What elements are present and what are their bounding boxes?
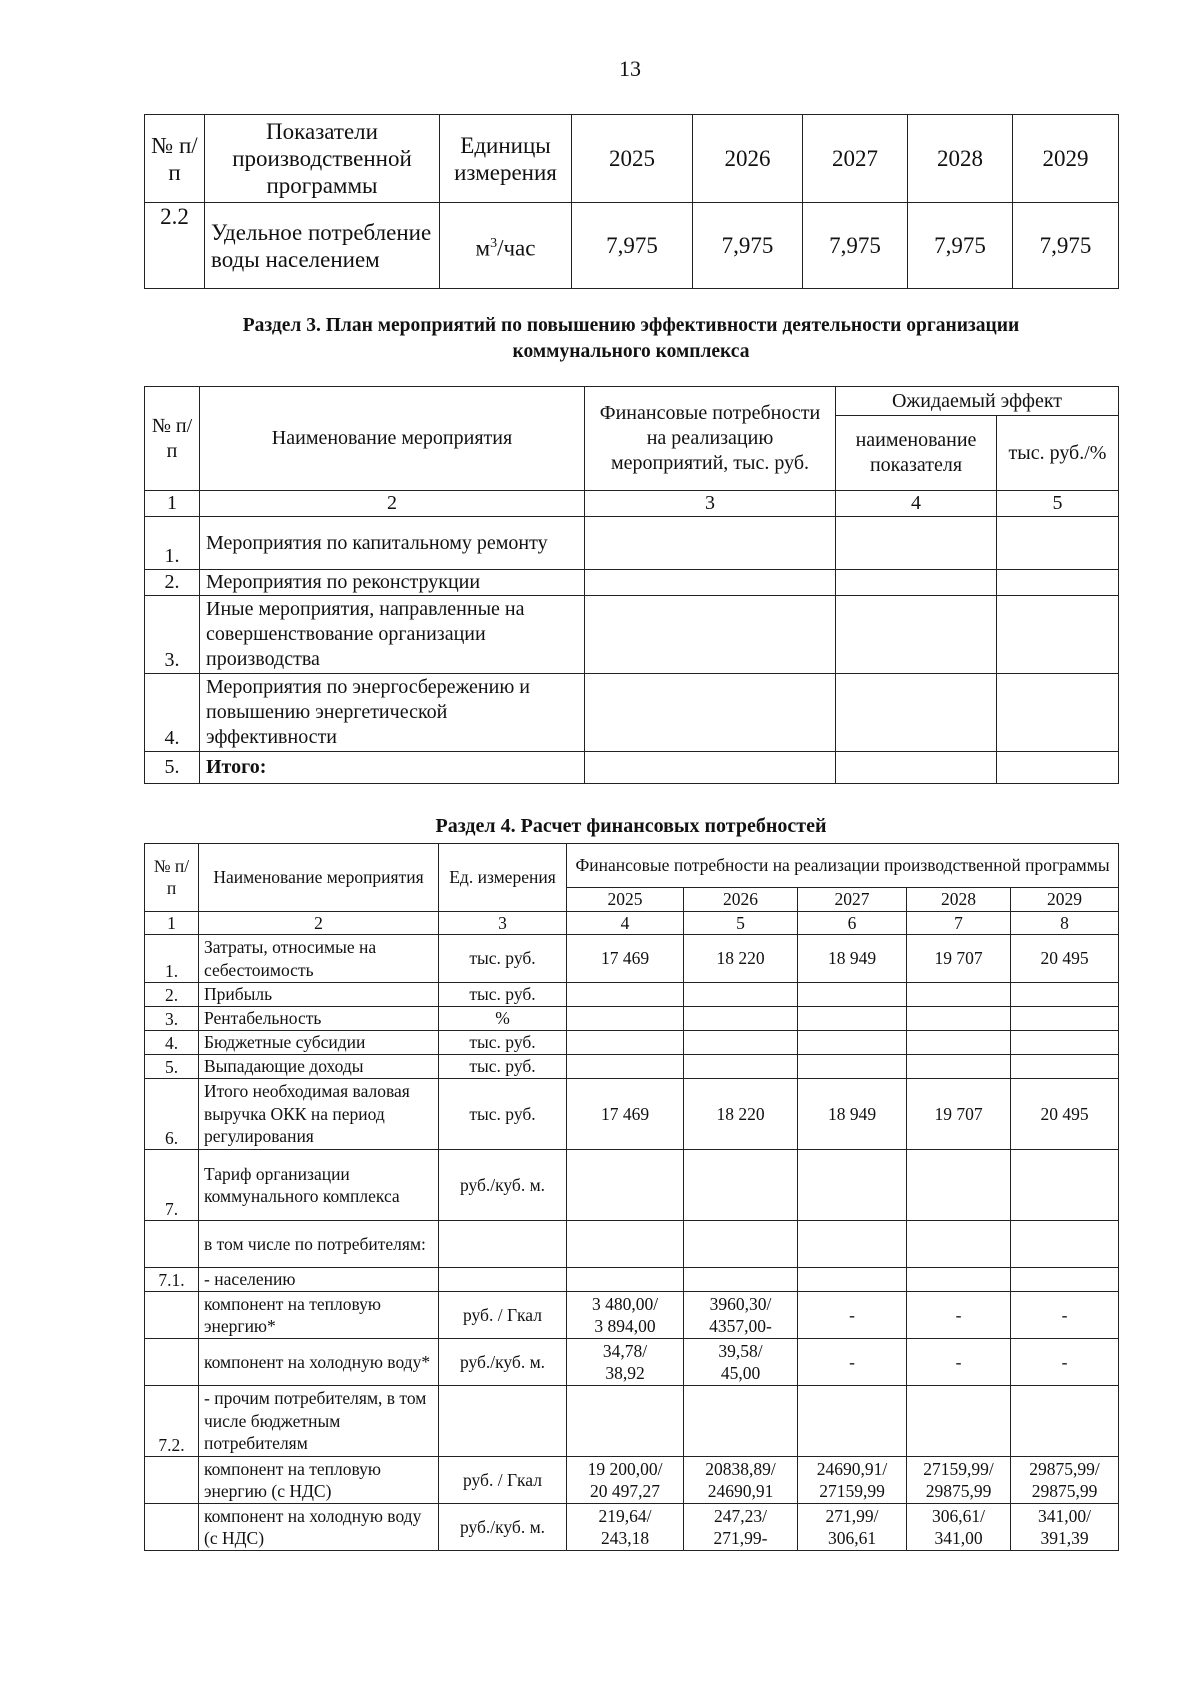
t3-row-value (684, 1150, 798, 1221)
t3-row-num: 7.1. (145, 1268, 199, 1292)
t2-header-finance: Финансовые потребности на реализацию мероприятий, тыс. руб. (585, 387, 836, 491)
t3-row-value: 3960,30/ 4357,00- (684, 1292, 798, 1339)
t3-row-value (907, 1031, 1011, 1055)
t3-col-number: 6 (798, 911, 907, 935)
t2-row-name: Мероприятия по капитальному ремонту (200, 517, 585, 570)
t2-row-cell (585, 596, 836, 674)
t1-row-num: 2.2 (145, 203, 205, 289)
t3-row-name: компонент на тепловую энергию* (199, 1292, 439, 1339)
t3-row-unit: руб./куб. м. (439, 1150, 567, 1221)
t2-row-cell (585, 674, 836, 752)
t3-row-value (798, 983, 907, 1007)
t2-header-num: № п/п (145, 387, 200, 491)
t3-row-value (907, 1150, 1011, 1221)
t3-row-value (798, 1268, 907, 1292)
table-row (145, 1292, 1119, 1339)
t3-header-num: № п/п (145, 844, 199, 912)
t3-row-num: 3. (145, 1007, 199, 1031)
t3-row-value: 17 469 (567, 1079, 684, 1150)
t2-col-number: 2 (200, 491, 585, 517)
table-row (145, 1150, 1119, 1221)
t3-row-unit (439, 1268, 567, 1292)
t3-row-name: компонент на холодную воду* (199, 1339, 439, 1386)
t3-row-num: 4. (145, 1031, 199, 1055)
t2-col-number: 1 (145, 491, 200, 517)
t1-header-year: 2025 (572, 115, 693, 203)
t3-row-value: - (907, 1339, 1011, 1386)
t3-row-unit: руб. / Гкал (439, 1292, 567, 1339)
t3-row-unit: руб./куб. м. (439, 1339, 567, 1386)
t3-col-number: 8 (1011, 911, 1119, 935)
t1-header-year: 2027 (803, 115, 908, 203)
t3-row-name: компонент на холодную воду (с НДС) (199, 1504, 439, 1551)
t3-row-value: 271,99/ 306,61 (798, 1504, 907, 1551)
t3-row-unit (439, 1386, 567, 1457)
t3-row-value (684, 983, 798, 1007)
t3-row-value (567, 1150, 684, 1221)
measures-plan-table (144, 386, 1119, 784)
t3-row-value (1011, 1007, 1119, 1031)
t3-row-value: 3 480,00/ 3 894,00 (567, 1292, 684, 1339)
t3-row-value: 219,64/ 243,18 (567, 1504, 684, 1551)
t3-header-year: 2026 (684, 888, 798, 912)
t3-row-num: 7.2. (145, 1386, 199, 1457)
t3-row-num: 1. (145, 935, 199, 983)
table-row (145, 1007, 1119, 1031)
t3-row-value: 18 220 (684, 935, 798, 983)
t1-header-year: 2029 (1013, 115, 1119, 203)
table-row (145, 1055, 1119, 1079)
t3-row-value (684, 1386, 798, 1457)
t2-row-cell (836, 517, 997, 570)
t3-row-value: - (798, 1292, 907, 1339)
t3-row-value: 18 220 (684, 1079, 798, 1150)
t3-row-value: 341,00/ 391,39 (1011, 1504, 1119, 1551)
t3-row-unit: тыс. руб. (439, 935, 567, 983)
t3-row-num: 6. (145, 1079, 199, 1150)
t2-row-num: 4. (145, 674, 200, 752)
t3-row-value: - (907, 1292, 1011, 1339)
t3-row-unit: руб./куб. м. (439, 1504, 567, 1551)
table-row (145, 517, 1119, 570)
table-row (145, 203, 1119, 289)
t3-row-value (567, 1055, 684, 1079)
t3-row-num (145, 1504, 199, 1551)
t3-row-value (907, 1268, 1011, 1292)
t3-row-value (798, 1007, 907, 1031)
t3-row-value: - (1011, 1292, 1119, 1339)
production-program-table (144, 114, 1119, 289)
t1-row-value: 7,975 (803, 203, 908, 289)
t1-header-indicator: Показатели производственной программы (205, 115, 440, 203)
t3-col-number: 1 (145, 911, 199, 935)
t3-row-value (907, 1055, 1011, 1079)
t3-row-value: 247,23/ 271,99- (684, 1504, 798, 1551)
t3-row-value (798, 1055, 907, 1079)
t3-row-num (145, 1292, 199, 1339)
t1-row-value: 7,975 (1013, 203, 1119, 289)
t3-row-num: 5. (145, 1055, 199, 1079)
table-row (145, 570, 1119, 596)
table-row (145, 983, 1119, 1007)
t3-row-value: 20 495 (1011, 935, 1119, 983)
t2-header-effect-name: наименование показателя (836, 416, 997, 491)
t3-row-value (567, 1386, 684, 1457)
table-row (145, 1221, 1119, 1268)
t2-row-num: 3. (145, 596, 200, 674)
t2-row-cell (585, 570, 836, 596)
t3-row-name: Рентабельность (199, 1007, 439, 1031)
t1-row-value: 7,975 (572, 203, 693, 289)
t2-row-cell (585, 752, 836, 784)
t3-row-value: 20838,89/ 24690,91 (684, 1457, 798, 1504)
t3-row-name: Выпадающие доходы (199, 1055, 439, 1079)
table-row (145, 1268, 1119, 1292)
table-row (145, 1386, 1119, 1457)
t3-row-value (684, 1031, 798, 1055)
t3-row-value (684, 1055, 798, 1079)
t3-row-value (798, 1031, 907, 1055)
t2-row-name: Мероприятия по энергосбережению и повышению энергетической эффективности (200, 674, 585, 752)
t3-header-year: 2025 (567, 888, 684, 912)
t3-row-value (567, 983, 684, 1007)
t3-row-value (907, 983, 1011, 1007)
t3-row-value (798, 1150, 907, 1221)
t1-row-value: 7,975 (908, 203, 1013, 289)
t1-row-unit: $м^3$/час (440, 203, 572, 289)
t3-row-value: 29875,99/ 29875,99 (1011, 1457, 1119, 1504)
t2-row-cell (585, 517, 836, 570)
t2-col-number: 3 (585, 491, 836, 517)
t2-row-cell (836, 596, 997, 674)
t3-row-num (145, 1339, 199, 1386)
t3-col-number: 2 (199, 911, 439, 935)
t2-col-number: 5 (997, 491, 1119, 517)
t3-row-value (567, 1031, 684, 1055)
t3-row-unit: руб. / Гкал (439, 1457, 567, 1504)
t3-header-finance: Финансовые потребности на реализации производственной программы (567, 844, 1119, 888)
t2-col-number: 4 (836, 491, 997, 517)
t2-row-cell (997, 570, 1119, 596)
t1-row-value: 7,975 (693, 203, 803, 289)
t3-row-value: - (1011, 1339, 1119, 1386)
t3-row-name: Прибыль (199, 983, 439, 1007)
t2-header-name: Наименование мероприятия (200, 387, 585, 491)
t3-row-value (1011, 1031, 1119, 1055)
t3-row-name: в том числе по потребителям: (199, 1221, 439, 1268)
t3-row-num: 2. (145, 983, 199, 1007)
t3-row-value (1011, 1221, 1119, 1268)
t3-row-unit: тыс. руб. (439, 983, 567, 1007)
t2-row-cell (997, 752, 1119, 784)
section3-title: Раздел 3. План мероприятий по повышению эффективности деятельности организации коммунального комплекса (242, 315, 1020, 362)
t3-row-num (145, 1221, 199, 1268)
t1-header-year: 2028 (908, 115, 1013, 203)
table-row (145, 596, 1119, 674)
t3-row-value (1011, 1055, 1119, 1079)
t3-row-name: Тариф организации коммунального комплекса (199, 1150, 439, 1221)
t3-col-number: 7 (907, 911, 1011, 935)
t3-row-value: 18 949 (798, 935, 907, 983)
t3-row-value: 24690,91/ 27159,99 (798, 1457, 907, 1504)
t3-row-value (684, 1268, 798, 1292)
t1-row-name: Удельное потребление воды населением (205, 203, 440, 289)
t2-row-name: Иные мероприятия, направленные на совершенствование организации производства (200, 596, 585, 674)
t3-header-unit: Ед. измерения (439, 844, 567, 912)
t3-row-value (684, 1007, 798, 1031)
t3-col-number: 4 (567, 911, 684, 935)
t3-row-value (907, 1007, 1011, 1031)
t3-row-value (1011, 1386, 1119, 1457)
t3-row-name: Итого необходимая валовая выручка ОКК на период регулирования (199, 1079, 439, 1150)
section4-title: Раздел 4. Расчет финансовых потребностей (435, 815, 827, 837)
t3-row-value: 19 707 (907, 1079, 1011, 1150)
t3-row-value: 19 707 (907, 935, 1011, 983)
table-row (145, 1339, 1119, 1386)
t2-row-cell (836, 570, 997, 596)
t3-row-value: 20 495 (1011, 1079, 1119, 1150)
t3-row-unit (439, 1221, 567, 1268)
table-row (145, 752, 1119, 784)
t2-header-effect: Ожидаемый эффект (836, 387, 1119, 416)
t3-row-value (798, 1221, 907, 1268)
t2-row-cell (836, 674, 997, 752)
t2-row-num: 1. (145, 517, 200, 570)
t3-row-value: 27159,99/ 29875,99 (907, 1457, 1011, 1504)
t3-row-value (1011, 1150, 1119, 1221)
t2-row-cell (836, 752, 997, 784)
t3-row-value (1011, 1268, 1119, 1292)
t3-row-value (907, 1386, 1011, 1457)
t3-col-number: 5 (684, 911, 798, 935)
table-row (145, 1079, 1119, 1150)
t3-header-year: 2029 (1011, 888, 1119, 912)
t3-header-name: Наименование мероприятия (199, 844, 439, 912)
t3-header-year: 2028 (907, 888, 1011, 912)
t3-row-name: - населению (199, 1268, 439, 1292)
t3-row-unit: тыс. руб. (439, 1031, 567, 1055)
t3-row-value: 17 469 (567, 935, 684, 983)
table-row (145, 674, 1119, 752)
financial-needs-table (144, 843, 1119, 1551)
t3-row-value: 39,58/ 45,00 (684, 1339, 798, 1386)
t3-row-num: 7. (145, 1150, 199, 1221)
t3-row-value (798, 1386, 907, 1457)
t3-row-num (145, 1457, 199, 1504)
t3-row-value: - (798, 1339, 907, 1386)
t2-header-effect-value: тыс. руб./% (997, 416, 1119, 491)
page-number: 13 (619, 56, 641, 81)
t2-row-num: 2. (145, 570, 200, 596)
table-row (145, 1031, 1119, 1055)
t2-row-cell (997, 674, 1119, 752)
t3-row-unit: % (439, 1007, 567, 1031)
t3-row-value (907, 1221, 1011, 1268)
t2-row-name: Мероприятия по реконструкции (200, 570, 585, 596)
table-row (145, 1504, 1119, 1551)
table-row (145, 935, 1119, 983)
t3-row-name: Бюджетные субсидии (199, 1031, 439, 1055)
table-row (145, 1457, 1119, 1504)
t2-row-name-total: Итого: (200, 752, 585, 784)
t3-row-value (1011, 983, 1119, 1007)
t3-row-unit: тыс. руб. (439, 1055, 567, 1079)
t2-row-cell (997, 596, 1119, 674)
t3-row-value: 19 200,00/ 20 497,27 (567, 1457, 684, 1504)
t3-row-value: 306,61/ 341,00 (907, 1504, 1011, 1551)
t3-row-value: 18 949 (798, 1079, 907, 1150)
t3-row-name: - прочим потребителям, в том числе бюджетным потребителям (199, 1386, 439, 1457)
t2-row-cell (997, 517, 1119, 570)
t2-row-num: 5. (145, 752, 200, 784)
t3-row-name: Затраты, относимые на себестоимость (199, 935, 439, 983)
t3-row-value (567, 1268, 684, 1292)
t3-header-year: 2027 (798, 888, 907, 912)
t3-row-value (567, 1221, 684, 1268)
t3-row-value (567, 1007, 684, 1031)
t1-header-num: № п/п (145, 115, 205, 203)
t3-row-value: 34,78/ 38,92 (567, 1339, 684, 1386)
t3-row-value (684, 1221, 798, 1268)
t3-row-unit: тыс. руб. (439, 1079, 567, 1150)
t3-row-name: компонент на тепловую энергию (с НДС) (199, 1457, 439, 1504)
t3-col-number: 3 (439, 911, 567, 935)
t1-header-year: 2026 (693, 115, 803, 203)
t1-header-units: Единицы измерения (440, 115, 572, 203)
